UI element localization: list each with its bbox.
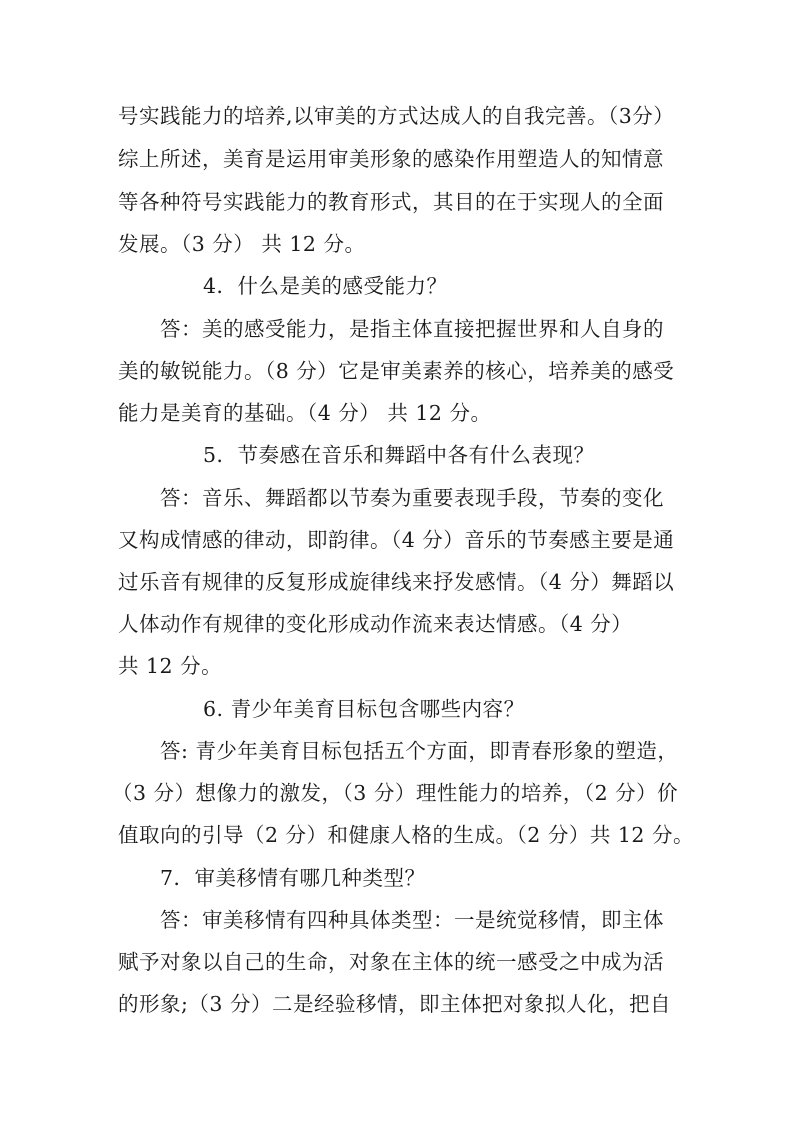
text-line: 发展。（3 分） 共 12 分。 — [118, 232, 366, 256]
question-heading: 6. 青少年美育目标包含哪些内容？ — [203, 697, 525, 721]
answer-line: 又构成情感的律动，即韵律。（4 分）音乐的节奏感主要是通 — [118, 528, 675, 552]
answer-line: 的形象;（3 分）二是经验移情，即主体把对象拟人化，把自 — [118, 992, 671, 1016]
answer-line: 答：审美移情有四种具体类型：一是统觉移情，即主体 — [160, 908, 664, 932]
answer-line: 答：美的感受能力，是指主体直接把握世界和人自身的 — [160, 317, 664, 341]
question-heading: 7．审美移情有哪几种类型？ — [160, 866, 426, 890]
answer-line: 赋予对象以自己的生命，对象在主体的统一感受之中成为活 — [118, 950, 664, 974]
answer-line: 值取向的引导（2 分）和健康人格的生成。（2 分）共 12 分。 — [118, 823, 694, 847]
question-heading: 5．节奏感在音乐和舞蹈中各有什么表现？ — [203, 443, 595, 467]
answer-line: 美的敏锐能力。（8 分）它是审美素养的核心，培养美的感受 — [118, 359, 675, 383]
answer-line: 过乐音有规律的反复形成旋律线来抒发感情。（4 分）舞蹈以 — [118, 570, 675, 594]
text-line: 综上所述，美育是运用审美形象的感染作用塑造人的知情意 — [118, 147, 664, 171]
answer-line: 共 12 分。 — [118, 654, 223, 678]
answer-line: （3 分）想像力的激发，（3 分）理性能力的培养，（2 分）价 — [112, 781, 679, 805]
text-line: 号实践能力的培养,以审美的方式达成人的自我完善。（3分） — [118, 104, 675, 128]
question-heading: 4．什么是美的感受能力？ — [203, 274, 448, 298]
answer-line: 答：音乐、舞蹈都以节奏为重要表现手段，节奏的变化 — [160, 486, 664, 510]
answer-line: 人体动作有规律的变化形成动作流来表达情感。（4 分） — [118, 612, 633, 636]
text-line: 等各种符号实践能力的教育形式，其目的在于实现人的全面 — [118, 190, 664, 214]
answer-line: 答: 青少年美育目标包括五个方面，即青春形象的塑造， — [160, 739, 679, 763]
answer-line: 能力是美育的基础。（4 分） 共 12 分。 — [118, 401, 492, 425]
